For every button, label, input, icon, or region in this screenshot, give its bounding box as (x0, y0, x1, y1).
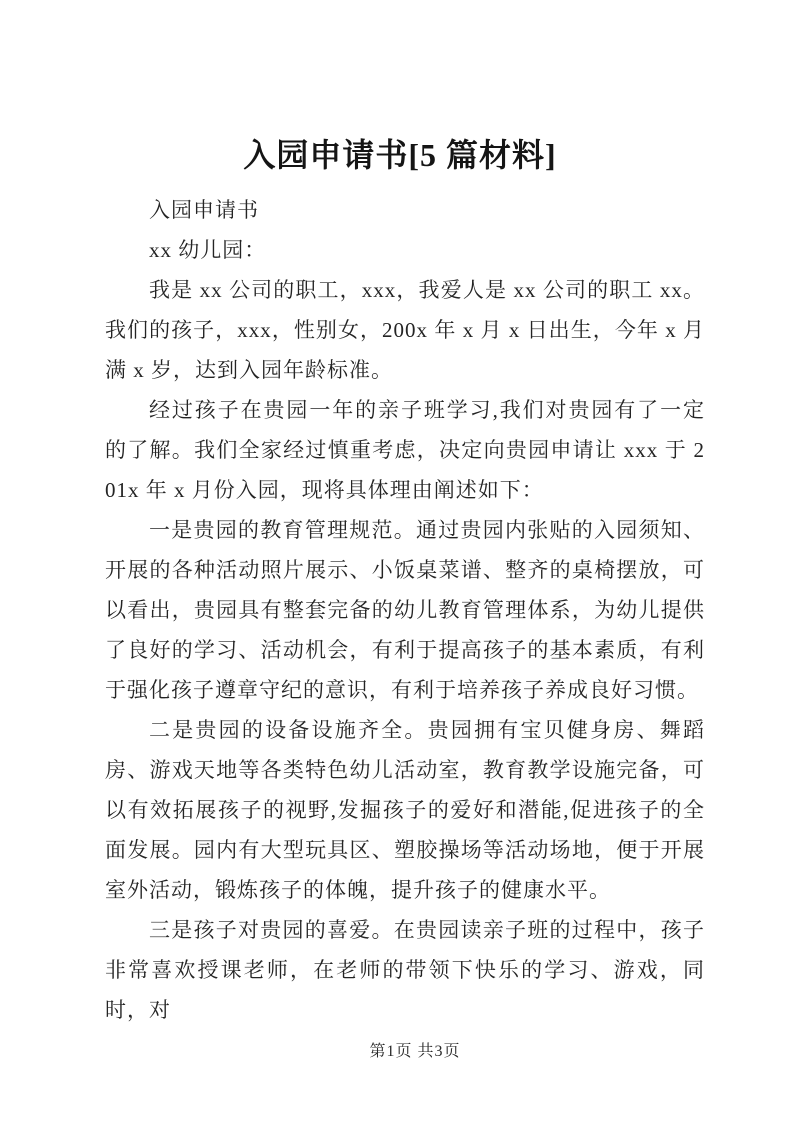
document-body (105, 190, 705, 1030)
paragraph-request: 经过孩子在贵园一年的亲子班学习,我们对贵园有了一定的了解。我们全家经过慎重考虑，决定向贵园申请让 xxx 于 201x 年 x 月份入园，现将具体理由阐述如下： (105, 398, 705, 502)
paragraph-reason-two: 二是贵园的设备设施齐全。贵园拥有宝贝健身房、舞蹈房、游戏天地等各类特色幼儿活动室，教育教学设施完备，可以有效拓展孩子的视野,发掘孩子的爱好和潜能,促进孩子的全面发展。园内有大型玩具区、塑胶操场等活动场地，便于开展室外活动，锻炼孩子的体魄，提升孩子的健康水平。 (105, 718, 705, 902)
paragraph-reason-three: 三是孩子对贵园的喜爱。在贵园读亲子班的过程中，孩子非常喜欢授课老师，在老师的带领下快乐的学习、游戏，同时，对 (105, 918, 705, 1022)
paragraph-heading: 入园申请书 (149, 198, 259, 222)
paragraph-salutation: xx 幼儿园： (149, 238, 267, 262)
document-title: 入园申请书[5 篇材料] (243, 137, 557, 173)
page-number-indicator: 第1页 共3页 (369, 1043, 461, 1060)
paragraph-intro: 我是 xx 公司的职工，xxx，我爱人是 xx 公司的职工 xx。我们的孩子，xxx，性别女，200x 年 x 月 x 日出生，今年 x 月满 x 岁，达到入园年龄标准。 (105, 278, 705, 382)
paragraph-reason-one: 一是贵园的教育管理规范。通过贵园内张贴的入园须知、开展的各种活动照片展示、小饭桌菜谱、整齐的桌椅摆放，可以看出，贵园具有整套完备的幼儿教育管理体系，为幼儿提供了良好的学习、活动机会，有利于提高孩子的基本素质，有利于强化孩子遵章守纪的意识，有利于培养孩子养成良好习惯。 (105, 518, 705, 702)
